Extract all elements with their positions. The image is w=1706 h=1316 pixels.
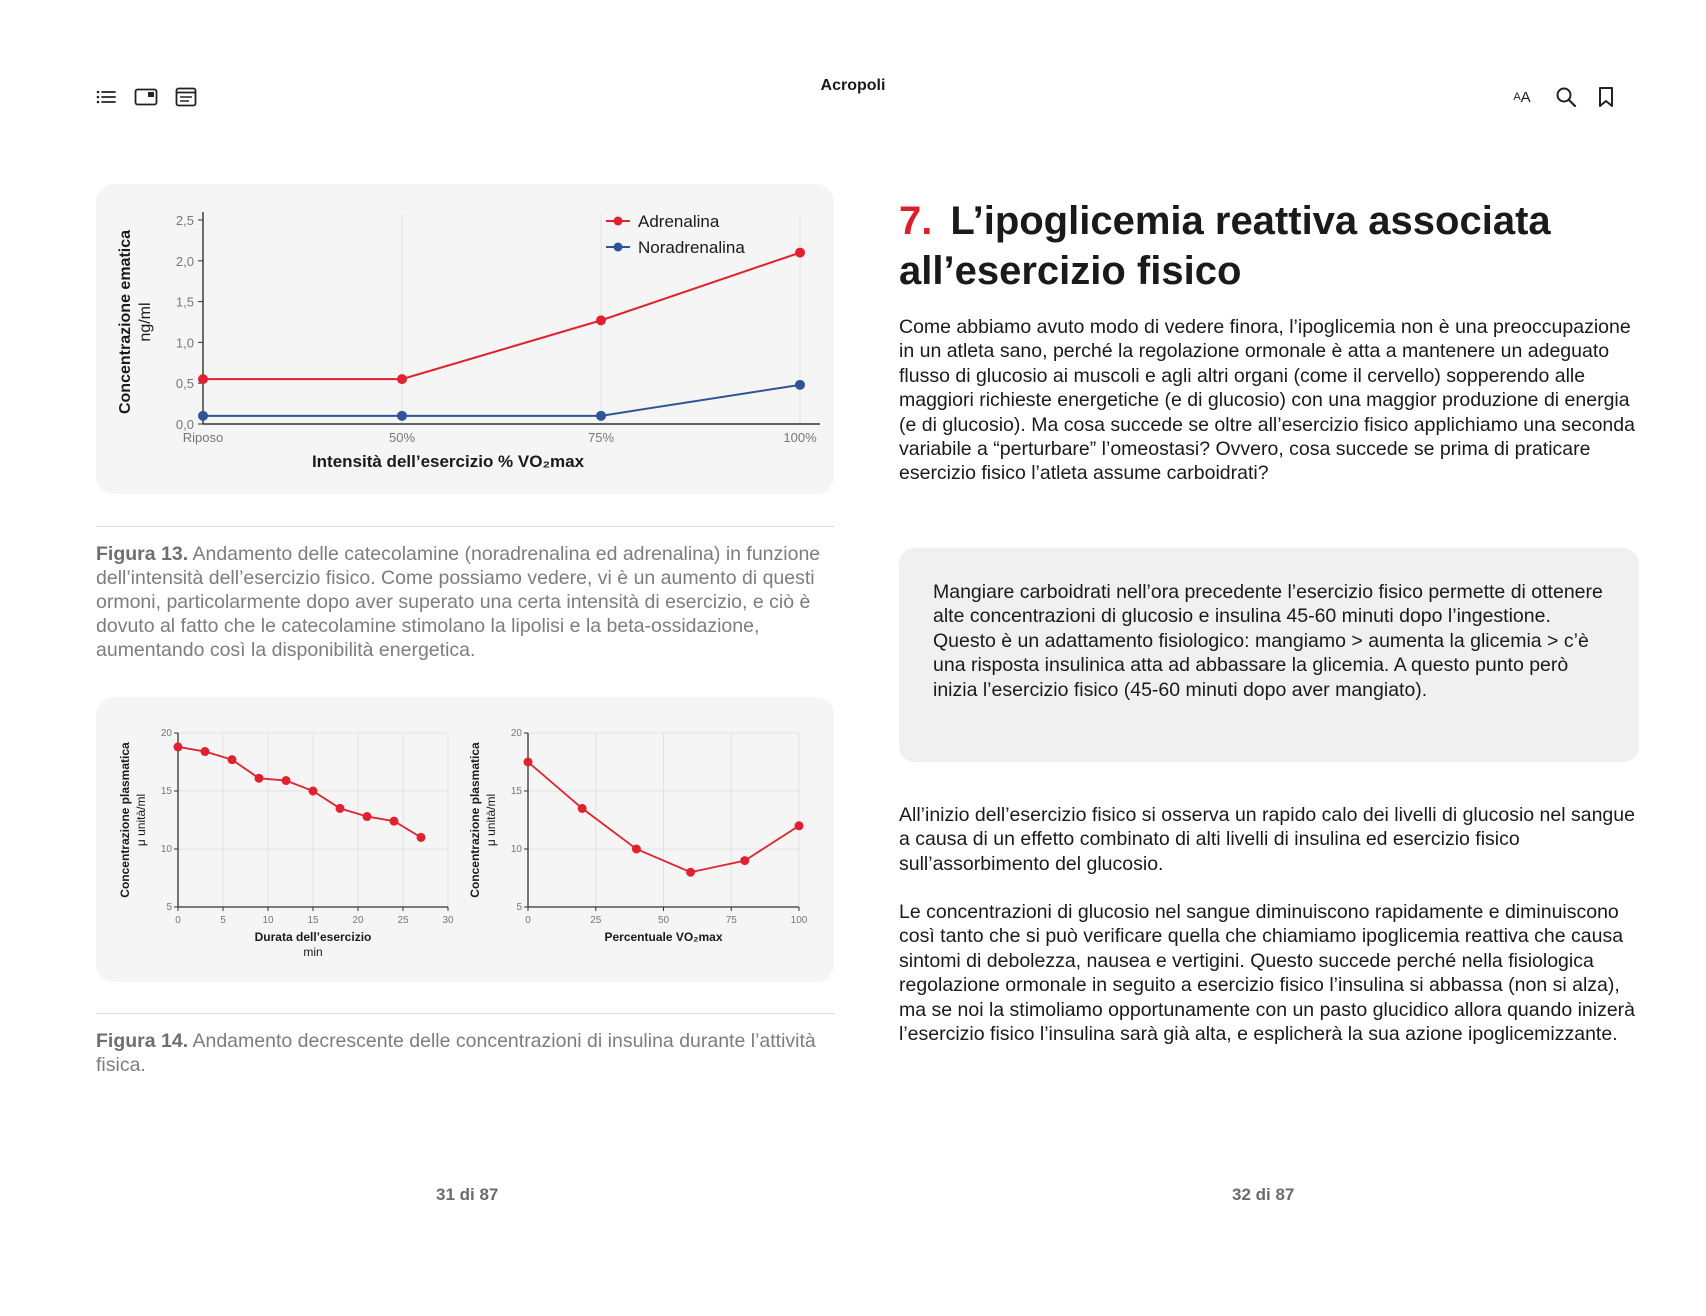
- x-tick-label: 20: [352, 915, 364, 926]
- data-point-insulin: [282, 776, 291, 785]
- data-point-adrenalina: [596, 315, 606, 325]
- legend-marker: [614, 217, 623, 226]
- y-tick-label: 5: [516, 902, 522, 913]
- data-point-adrenalina: [795, 248, 805, 258]
- x-tick-label: 5: [220, 915, 226, 926]
- y-axis-title-unit: μ unità/ml: [134, 793, 148, 847]
- data-point-insulin: [336, 804, 345, 813]
- catecholamines-line-chart: [96, 184, 834, 494]
- data-point-noradrenalina: [397, 411, 407, 421]
- y-axis-title: Concentrazione ematica: [117, 229, 134, 415]
- y-tick-label: 15: [510, 786, 522, 797]
- figure-14-divider: [96, 1013, 834, 1014]
- x-tick-label: 50: [657, 915, 670, 926]
- left-page-number: 31 di 87: [436, 1185, 499, 1204]
- paragraph-3: Le concentrazioni di glucosio nel sangue diminuiscono rapidamente e diminuiscono così tanto che si può verificare quella che chiamiamo ipoglicemia reattiva che causa sintomi di debolezza, nausea e vertigini. Questo succede perché nella fisiologica regolazione ormonale in seguito a esercizio fisico l’insulina si abbassa (non si alza), ma se noi la stimoliamo opportunamente con un pasto glucidico allora quando inizerà l’esercizio fisico l’insulina sarà già alta, e esplicherà la sua azione ipoglicemizzante.: [899, 901, 1636, 1046]
- data-point-insulin: [578, 804, 587, 813]
- x-tick-label: 10: [262, 915, 274, 926]
- right-page-number: 32 di 87: [1232, 1185, 1295, 1204]
- paragraph-intro: Come abbiamo avuto modo di vedere finora, l’ipoglicemia non è una preoccupazione in un atleta sano, perché la regolazione ormonale è atta a mantenere un adeguato flusso di glucosio ai muscoli e agli altri organi (come il cervello) sopperendo alle maggiori richieste energetiche (e di glucosio) con una maggior produzione di energia (e di glucosio). Ma cosa succede se oltre all’esercizio fisico applichiamo una seconda variabile a “perturbare” l’omeostasi? Ovvero, cosa succede se prima di praticare esercizio fisico l’atleta assume carboidrati?: [899, 316, 1635, 485]
- y-tick-label: 15: [160, 786, 172, 797]
- data-point-noradrenalina: [596, 411, 606, 421]
- figure-13-text: Andamento delle catecolamine (noradrenalina ed adrenalina) in funzione dell’intensità dell’esercizio fisico. Come possiamo vedere, vi è un aumento di questi ormoni, particolarmente dopo aver superato una certa intensità di esercizio, e ciò è dovuto al fatto che le catecolamine stimolano la lipolisi e la beta-ossidazione, aumentando così la disponibilità energetica.: [96, 543, 821, 661]
- series-line-noradrenalina: [203, 385, 800, 416]
- figure-14-chart-card: [96, 697, 834, 982]
- figure-13-caption: [96, 542, 838, 662]
- x-tick-label: 0: [175, 915, 181, 926]
- x-tick-label: 75%: [587, 430, 615, 445]
- text-size-icon[interactable]: A A: [1513, 88, 1531, 106]
- x-tick-label: 30: [442, 915, 454, 926]
- data-point-adrenalina: [198, 374, 208, 384]
- x-tick-label: 50%: [388, 430, 416, 445]
- y-tick-label: 0,5: [175, 376, 194, 392]
- data-point-insulin: [174, 742, 183, 751]
- data-point-insulin: [363, 812, 372, 821]
- data-point-insulin: [795, 821, 804, 830]
- highlight-box: [899, 548, 1639, 762]
- data-point-insulin: [740, 856, 749, 865]
- y-tick-label: 20: [160, 728, 172, 739]
- x-axis-title: Durata dell’esercizio: [254, 930, 372, 944]
- data-point-noradrenalina: [795, 380, 805, 390]
- series-line-adrenalina: [203, 253, 800, 379]
- figure-13-label: Figura 13.: [96, 543, 189, 565]
- y-axis-title: Concentrazione plasmatica: [468, 742, 482, 898]
- figure-13-chart-card: [96, 184, 834, 494]
- book-title: Acropoli: [820, 77, 886, 94]
- y-axis-title: Concentrazione plasmatica: [118, 742, 132, 898]
- y-axis-title-unit: ng/ml: [137, 302, 154, 342]
- x-axis-title: Percentuale VO₂max: [604, 930, 723, 944]
- data-point-noradrenalina: [198, 411, 208, 421]
- figure-14-label: Figura 14.: [96, 1030, 189, 1052]
- section-heading: [899, 196, 1639, 296]
- x-tick-label: 25: [397, 915, 409, 926]
- y-tick-label: 1,0: [175, 335, 194, 351]
- figure-14-caption: [96, 1029, 838, 1077]
- data-point-insulin: [686, 868, 695, 877]
- data-point-adrenalina: [397, 374, 407, 384]
- x-tick-label: 100: [790, 915, 808, 926]
- data-point-insulin: [390, 817, 399, 826]
- y-tick-label: 1,5: [175, 294, 194, 310]
- x-tick-label: 25: [590, 915, 602, 926]
- insulin-line-charts: [96, 697, 834, 982]
- y-tick-label: 10: [510, 844, 522, 855]
- legend-label: Noradrenalina: [638, 238, 745, 257]
- y-tick-label: 20: [510, 728, 522, 739]
- x-tick-label: 0: [525, 915, 531, 926]
- x-tick-label: Riposo: [182, 430, 224, 445]
- data-point-insulin: [632, 845, 641, 854]
- data-point-insulin: [417, 833, 426, 842]
- x-axis-title: Intensità dell’esercizio % VO₂max: [311, 452, 585, 471]
- section-title: L’ipoglicemia reattiva associata all’esercizio fisico: [899, 199, 1551, 293]
- y-tick-label: 2,5: [175, 213, 194, 228]
- figure-14-text: Andamento decrescente delle concentrazioni di insulina durante l’attività fisica.: [96, 1030, 816, 1076]
- x-axis-unit: min: [303, 945, 323, 959]
- data-point-insulin: [524, 758, 533, 767]
- x-tick-label: 100%: [783, 430, 817, 445]
- highlight-text: Mangiare carboidrati nell’ora precedente l’esercizio fisico permette di ottenere alte concentrazioni di glucosio e insulina 45-60 minuti dopo l’ingestione. Questo è un adattamento fisiologico: mangiamo > aumenta la glicemia > c’è una risposta insulinica atta ad abbassare la glicemia. A questo punto però inizia l’esercizio fisico (45-60 minuti dopo aver mangiato).: [933, 581, 1603, 701]
- paragraph-2: All’inizio dell’esercizio fisico si osserva un rapido calo dei livelli di glucosio nel sangue a causa di un effetto combinato di alti livelli di insulina ed esercizio fisico sull’assorbimento del glucosio.: [899, 804, 1635, 875]
- section-number: 7.: [899, 199, 933, 243]
- y-tick-label: 0,0: [175, 417, 194, 432]
- x-tick-label: 15: [307, 915, 319, 926]
- y-tick-label: 2,0: [175, 253, 194, 269]
- y-tick-label: 5: [166, 902, 172, 913]
- series-line-insulin-1: [178, 747, 421, 837]
- data-point-insulin: [255, 774, 264, 783]
- legend-label: Adrenalina: [638, 212, 720, 231]
- legend-marker: [614, 243, 623, 252]
- x-tick-label: 75: [725, 915, 737, 926]
- data-point-insulin: [228, 755, 237, 764]
- figure-13-divider: [96, 526, 834, 527]
- y-axis-title-unit: μ unità/ml: [484, 793, 498, 847]
- y-tick-label: 10: [160, 844, 172, 855]
- data-point-insulin: [309, 787, 318, 796]
- data-point-insulin: [201, 747, 210, 756]
